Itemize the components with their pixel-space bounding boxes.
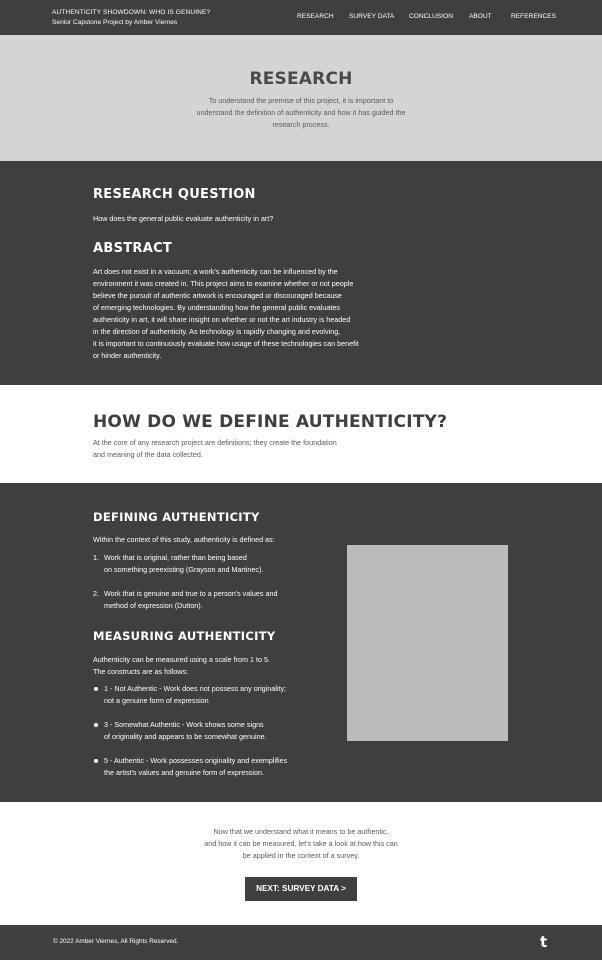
- site-title[interactable]: AUTHENTICITY SHOWDOWN: WHO IS GENUINE?: [52, 9, 211, 16]
- defining-heading: DEFINING AUTHENTICITY: [93, 510, 260, 524]
- list-item: [104, 588, 334, 612]
- abstract-line: in the direction of authenticity. As technology is rapidly changing and evolving,: [93, 327, 341, 336]
- abstract-line: believe the pursuit of authentic artwork is encouraged or discouraged because: [93, 291, 342, 300]
- list-item: [104, 552, 334, 576]
- list-item-line: 5 - Authentic - Work possesses originality and exemplifies: [104, 756, 288, 765]
- nav-link-survey-data[interactable]: SURVEY DATA: [349, 13, 395, 20]
- nav-link-about[interactable]: ABOUT: [469, 13, 492, 20]
- list-item-line: not a genuine form of expression: [104, 696, 209, 705]
- list-item-line: of originality and appears to be somewhat genuine.: [104, 732, 267, 741]
- cta-line: be applied in the context of a survey.: [242, 851, 360, 860]
- list-item-line: 1 - Not Authentic - Work does not possess any originality;: [104, 684, 287, 693]
- list-item-line: the artist's values and genuine form of expression.: [104, 768, 264, 777]
- list-item: [104, 719, 334, 743]
- abstract-line: it is important to continuously evaluate how usage of these technologies can benefit: [93, 339, 359, 348]
- define-authenticity-section: [0, 385, 602, 483]
- next-section-cta: [0, 802, 602, 925]
- defining-measuring-section: [0, 483, 602, 802]
- list-item: [104, 755, 334, 779]
- image-placeholder: [347, 545, 508, 741]
- abstract-line: or hinder authenticity.: [93, 351, 162, 360]
- abstract-line: environment it was created in. This project aims to examine whether or not people: [93, 279, 354, 288]
- cta-line: Now that we understand what it means to be authentic,: [213, 827, 389, 836]
- site-subtitle: Senior Capstone Project by Amber Viernes: [52, 19, 178, 26]
- list-item-line: 3 - Somewhat Authentic - Work shows some signs: [104, 720, 264, 729]
- tumblr-icon[interactable]: t: [540, 933, 548, 951]
- list-number: 2.: [93, 589, 99, 598]
- measuring-intro: [93, 654, 333, 678]
- bullet-icon: [94, 687, 98, 691]
- hero-section: [0, 35, 602, 161]
- footer: [0, 925, 602, 960]
- research-question-text: How does the general public evaluate authenticity in art?: [93, 214, 274, 223]
- next-survey-data-button[interactable]: NEXT: SURVEY DATA >: [245, 877, 357, 901]
- list-item-line: on something preexisting (Grayson and Martinec).: [104, 565, 264, 574]
- measuring-intro-line: The constructs are as follows:: [93, 667, 189, 676]
- list-item: [104, 683, 334, 707]
- page-title: RESEARCH: [249, 69, 353, 89]
- research-question-section: [0, 161, 602, 385]
- measuring-heading: MEASURING AUTHENTICITY: [93, 629, 276, 643]
- nav-link-references[interactable]: REFERENCES: [511, 13, 557, 20]
- abstract-line: of emerging technologies. By understanding how the general public evaluates: [93, 303, 340, 312]
- list-item-line: Work that is original, rather than being based: [104, 553, 247, 562]
- top-navbar: [0, 0, 602, 35]
- defining-intro: Within the context of this study, authenticity is defined as:: [93, 535, 275, 544]
- copyright-text: © 2022 Amber Viernes, All Rights Reserved.: [53, 938, 179, 945]
- nav-link-conclusion[interactable]: CONCLUSION: [409, 13, 453, 20]
- hero-intro: To understand the premise of this project, it is important to understand the definition of authenticity and how it has guided the research process.: [196, 96, 406, 129]
- measuring-intro-line: Authenticity can be measured using a scale from 1 to 5.: [93, 655, 270, 664]
- define-text: [93, 437, 363, 461]
- cta-line: and how it can be measured, let's take a look at how this can: [204, 839, 398, 848]
- abstract-line: Art does not exist in a vacuum; a work's authenticity can be influenced by the: [93, 267, 338, 276]
- bullet-icon: [94, 723, 98, 727]
- define-line: At the core of any research project are definitions; they create the foundation: [93, 438, 337, 447]
- nav-link-research[interactable]: RESEARCH: [297, 13, 334, 20]
- list-number: 1.: [93, 553, 99, 562]
- list-item-line: Work that is genuine and true to a person's values and: [104, 589, 278, 598]
- list-item-line: method of expression (Dutton).: [104, 601, 203, 610]
- bullet-icon: [94, 759, 98, 763]
- abstract-line: authenticity in art, it will share insight on whether or not the art industry is headed: [93, 315, 351, 324]
- research-question-heading: RESEARCH QUESTION: [93, 187, 256, 202]
- define-line: and meaning of the data collected.: [93, 450, 203, 459]
- abstract-heading: ABSTRACT: [93, 241, 173, 256]
- abstract-text: [93, 266, 393, 362]
- define-heading: HOW DO WE DEFINE AUTHENTICITY?: [93, 412, 448, 432]
- cta-text: [196, 826, 406, 862]
